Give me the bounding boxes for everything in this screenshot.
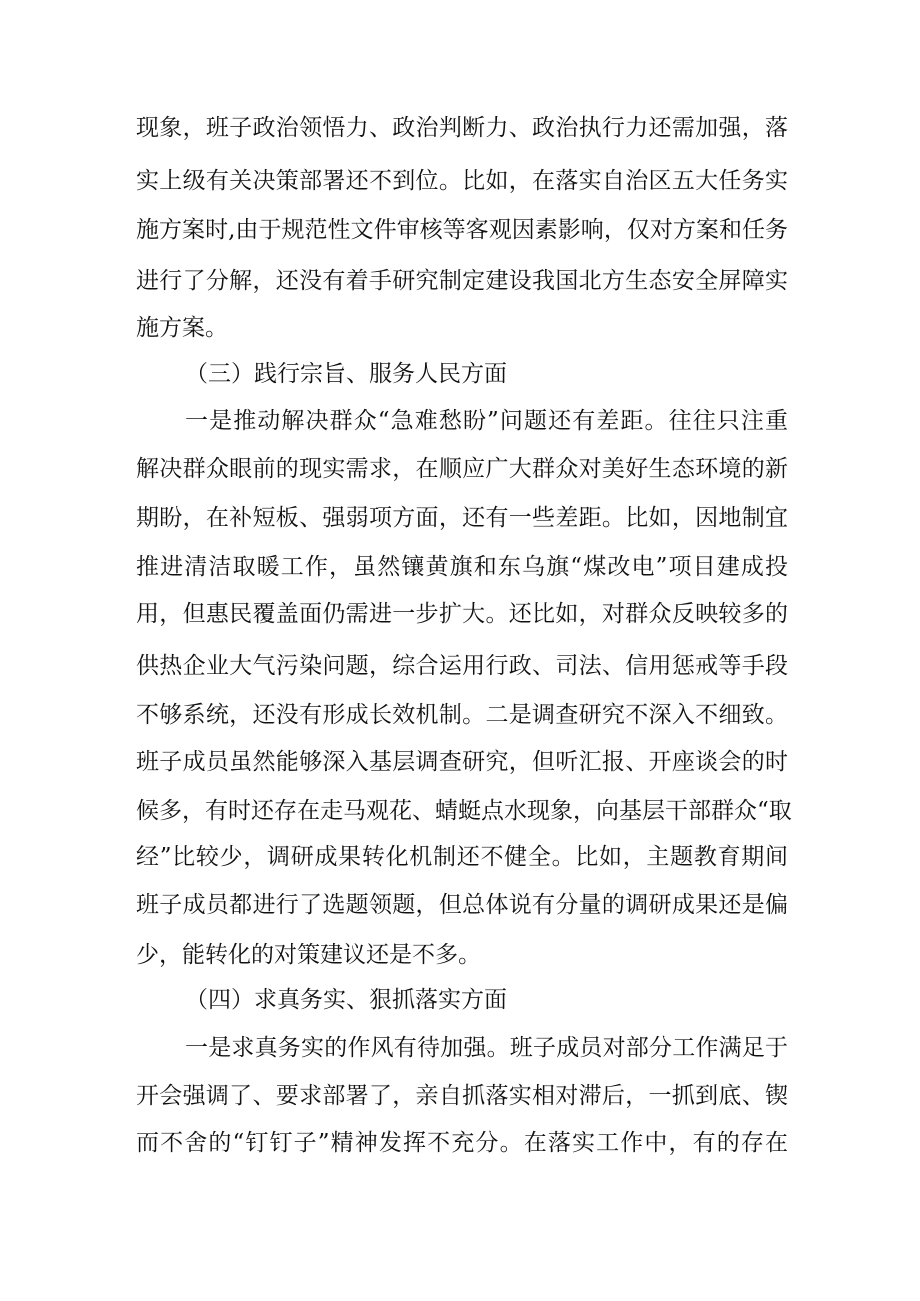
text-line: 推进清洁取暖工作，虽然镶黄旗和东乌旗“煤改电”项目建成投 xyxy=(136,554,788,580)
text-line: 期盼，在补短板、强弱项方面，还有一些差距。比如，因地制宜 xyxy=(136,505,788,531)
text-line: 而不舍的“钉钉子”精神发挥不充分。在落实工作中，有的存在 xyxy=(136,1130,788,1156)
text-line: 不够系统，还没有形成长效机制。二是调查研究不深入不细致。 xyxy=(136,702,788,728)
text-line: 供热企业大气污染问题，综合运用行政、司法、信用惩戒等手段 xyxy=(136,653,788,679)
text-line: 班子成员虽然能够深入基层调查研究，但听汇报、开座谈会的时 xyxy=(136,749,788,775)
section-heading: （三）践行宗旨、服务人民方面 xyxy=(185,361,507,387)
text-line: 解决群众眼前的现实需求，在顺应广大群众对美好生态环境的新 xyxy=(136,456,788,482)
text-line: 一是求真务实的作风有待加强。班子成员对部分工作满足于 xyxy=(185,1035,788,1061)
text-line: 现象，班子政治领悟力、政治判断力、政治执行力还需加强，落 xyxy=(136,115,788,141)
text-line: 进行了分解，还没有着手研究制定建设我国北方生态安全屏障实 xyxy=(136,268,788,294)
text-line: 班子成员都进行了选题领题，但总体说有分量的调研成果还是偏 xyxy=(136,892,788,918)
text-line: 经”比较少，调研成果转化机制还不健全。比如，主题教育期间 xyxy=(136,844,788,870)
text-line: 少，能转化的对策建议还是不多。 xyxy=(136,942,481,968)
text-line: 用，但惠民覆盖面仍需进一步扩大。还比如，对群众反映较多的 xyxy=(136,601,788,627)
section-heading: （四）求真务实、狠抓落实方面 xyxy=(185,987,507,1013)
text-line: 候多，有时还存在走马观花、蜻蜓点水现象，向基层干部群众“取 xyxy=(136,798,792,824)
text-line: 实上级有关决策部署还不到位。比如，在落实自治区五大任务实 xyxy=(136,168,788,194)
text-line: 施方案时,由于规范性文件审核等客观因素影响，仅对方案和任务 xyxy=(136,217,788,243)
text-line: 施方案。 xyxy=(136,315,228,341)
text-line: 开会强调了、要求部署了，亲自抓落实相对滞后，一抓到底、锲 xyxy=(136,1083,788,1109)
text-line: 一是推动解决群众“急难愁盼”问题还有差距。往往只注重 xyxy=(185,408,788,434)
